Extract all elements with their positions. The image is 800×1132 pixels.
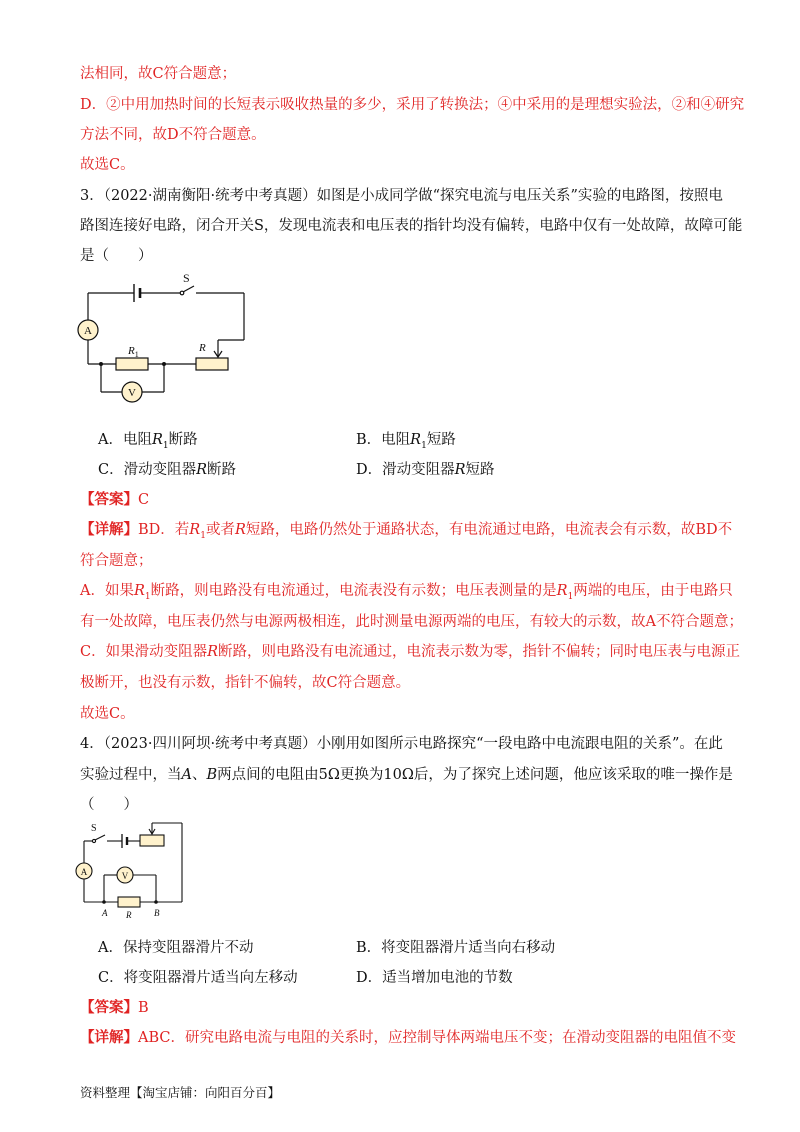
- continuation-conclusion: 故选C。: [80, 157, 135, 173]
- q3-detail-line-5: C．如果滑动变阻器R断路，则电路没有电流通过，电流表示数为零，指针不偏转；同时电压表与电源正: [80, 644, 741, 660]
- q3-detail-line-4: 有一处故障，电压表仍然与电源两极相连，此时测量电源两端的电压，有较大的示数，故A不符合题意；: [80, 614, 743, 630]
- q4-stem-line-2: 实验过程中，当A、B两点间的电阻由5Ω更换为10Ω后，为了探究上述问题，他应该采取的唯一操作是: [80, 767, 733, 783]
- q3-stem-line-2: 路图连接好电路，闭合开关S，发现电流表和电压表的指针均没有偏转，电路中仅有一处故障，故障可能: [80, 218, 743, 234]
- q3-option-b[interactable]: B．电阻$R_1$短路: [356, 432, 456, 451]
- q3-option-a[interactable]: A．电阻$R_1$断路: [98, 432, 198, 451]
- q4-option-d[interactable]: D．适当增加电池的节数: [356, 970, 513, 986]
- continuation-line-2: D．②中用加热时间的长短表示吸收热量的多少，采用了转换法；④中采用的是理想实验法，②和④研究: [80, 97, 745, 113]
- q3-stem-line-1: 3．（2022·湖南衡阳·统考中考真题）如图是小成同学做“探究电流与电压关系”实验的电路图，按照电: [80, 188, 723, 204]
- q3-rheostat-label: R: [199, 342, 206, 354]
- q4-stem-line-1: 4．（2023·四川阿坝·统考中考真题）小刚用如图所示电路探究“一段电路中电流跟电阻的关系”。在此: [80, 736, 723, 752]
- q3-stem-line-3: 是（ ）: [80, 248, 153, 264]
- q4-detail-line-1: 【详解】ABC．研究电路电流与电阻的关系时，应控制导体两端电压不变；在滑动变阻器的电阻值不变: [80, 1029, 736, 1046]
- q4-resistor-label: R: [126, 910, 132, 920]
- q3-detail-line-6: 极断开，也没有示数，指针不偏转，故C符合题意。: [80, 675, 411, 691]
- q4-ammeter-label: A: [80, 867, 88, 877]
- page-footer: 资料整理【淘宝店铺：向阳百分百】: [80, 1085, 281, 1100]
- q3-detail-line-3: A．如果$R_1$断路，则电路没有电流通过，电流表没有示数；电压表测量的是$R_1$两端的电压，由于电路只: [80, 583, 733, 602]
- q3-r1-label: $R_1$: [128, 345, 139, 359]
- q4-point-a-label: A: [102, 908, 108, 918]
- q4-stem-line-3: （ ）: [80, 797, 138, 813]
- q4-option-b[interactable]: B．将变阻器滑片适当向右移动: [356, 940, 556, 956]
- q4-circuit-diagram: [74, 815, 194, 920]
- q4-switch-label: S: [91, 823, 97, 834]
- q3-answer: 【答案】C: [80, 491, 150, 508]
- q3-detail-conclusion: 故选C。: [80, 706, 135, 722]
- q3-detail-line-2: 符合题意；: [80, 553, 153, 569]
- q3-detail-line-1: 【详解】BD．若$R_1$或者R短路，电路仍然处于通路状态，有电流通过电路，电流表会有示数，故BD不: [80, 521, 733, 541]
- continuation-line-3: 方法不同，故D不符合题意。: [80, 127, 266, 143]
- q3-option-c[interactable]: C．滑动变阻器R断路: [98, 462, 237, 478]
- q3-switch-label: S: [183, 271, 190, 285]
- q4-answer: 【答案】B: [80, 999, 149, 1016]
- q4-voltmeter-label: V: [121, 871, 129, 881]
- q4-option-a[interactable]: A．保持变阻器滑片不动: [98, 940, 254, 956]
- q3-option-d[interactable]: D．滑动变阻器R短路: [356, 462, 495, 478]
- q4-point-b-label: B: [154, 908, 160, 918]
- q3-ammeter-label: A: [84, 325, 92, 337]
- q3-circuit-diagram: [76, 268, 256, 408]
- continuation-line-1: 法相同，故C符合题意；: [80, 66, 237, 82]
- q3-voltmeter-label: V: [128, 387, 136, 399]
- q4-option-c[interactable]: C．将变阻器滑片适当向左移动: [98, 970, 298, 986]
